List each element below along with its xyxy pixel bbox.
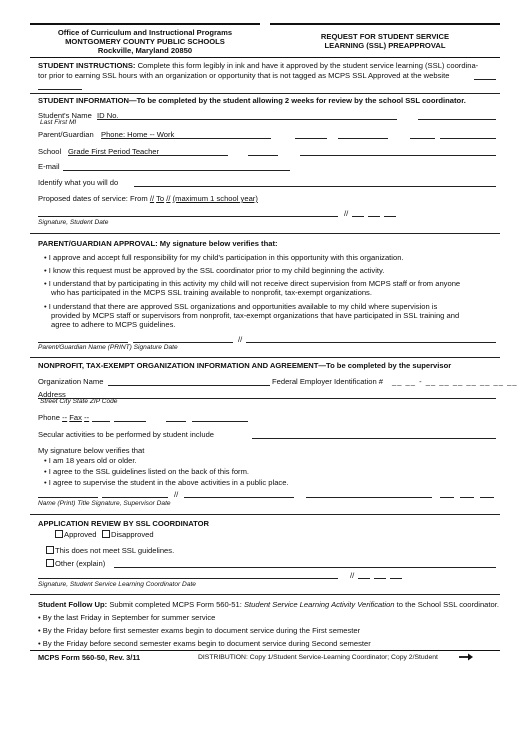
- divider-1: [30, 93, 500, 94]
- phone-home-number[interactable]: [338, 138, 388, 139]
- teacher-field[interactable]: [300, 155, 496, 156]
- secular-field[interactable]: [252, 438, 496, 439]
- dates-to-slashes: //: [166, 194, 171, 203]
- footer-distribution: DISTRIBUTION: Copy 1/Student Service-Learning Coordinator; Copy 2/Student: [198, 654, 438, 661]
- dates-from-slashes: //: [149, 194, 155, 203]
- phone-home-label: Phone: Home: [101, 130, 148, 139]
- instructions-text1: Complete this form legibly in ink and have it approved by the student service learning (SSL) coordina-: [137, 61, 479, 70]
- parent-bullet-4a: • I understand that there are approved SSL organizations and opportunities available to my child where supervision is: [44, 302, 438, 311]
- other-explain-field[interactable]: [114, 567, 496, 568]
- verify-label: My signature below verifies that: [38, 446, 145, 455]
- student-name-field[interactable]: [97, 119, 397, 120]
- address-label: Address: [38, 390, 66, 399]
- fein-label: Federal Employer Identification #: [272, 377, 384, 386]
- review-heading: APPLICATION REVIEW BY SSL COORDINATOR: [38, 519, 210, 528]
- header-rule-right: [270, 23, 500, 25]
- instructions-line1: [38, 61, 478, 70]
- parent-label: Parent/Guardian: [38, 130, 94, 139]
- org-heading: NONPROFIT, TAX-EXEMPT ORGANIZATION INFORMATION AND AGREEMENT—To be completed by the supervisor: [38, 361, 452, 370]
- org-fax-dash: --: [84, 413, 90, 422]
- parent-date-field[interactable]: [246, 342, 496, 343]
- followup-text-pre: Submit completed MCPS Form 560-51:: [109, 600, 242, 609]
- followup-line: [38, 600, 499, 609]
- org-name-line3: Rockville, Maryland 20850: [97, 46, 193, 55]
- form-title-line2: LEARNING (SSL) PREAPPROVAL: [324, 41, 446, 50]
- followup-form-name: Student Service Learning Activity Verification: [243, 600, 395, 609]
- student-heading: STUDENT INFORMATION—To be completed by the student allowing 2 weeks for review by the school SSL coordinator.: [38, 96, 466, 105]
- divider-4: [30, 514, 500, 515]
- student-id-field[interactable]: [418, 119, 496, 120]
- supervisor-date-year[interactable]: [480, 497, 494, 498]
- followup-bullet-1: • By the last Friday in September for summer service: [38, 613, 216, 622]
- parent-bullet-4c: agree to adhere to MCPS guidelines.: [51, 320, 176, 329]
- divider-2: [30, 233, 500, 234]
- supervisor-signature-field[interactable]: [184, 497, 294, 498]
- fein-blanks[interactable]: __ __ - __ __ __ __ __ __ __: [392, 377, 518, 386]
- parent-sig-slashes: //: [238, 335, 243, 344]
- org-bullet-2: • I agree to the SSL guidelines listed on the back of this form.: [44, 467, 250, 476]
- secular-label: Secular activities to be performed by student include: [38, 430, 215, 439]
- website-blank[interactable]: [474, 79, 496, 80]
- parent-name-field[interactable]: [38, 342, 128, 343]
- org-sig-label: Name (Print) Title Signature, Supervisor Date: [38, 500, 171, 507]
- disapproved-checkbox[interactable]: [102, 530, 110, 538]
- dates-max-note: (maximum 1 school year): [172, 194, 258, 203]
- phone-home-area[interactable]: [295, 138, 327, 139]
- dates-label: Proposed dates of service: From: [38, 194, 148, 203]
- instructions-line2: tor prior to earning SSL hours with an organization or opportunity that is not tagged as MCPS SSL Approved at the website: [38, 71, 450, 80]
- student-date-month[interactable]: [352, 216, 364, 217]
- student-id-label: ID No.: [97, 111, 119, 120]
- supervisor-date-month[interactable]: [440, 497, 454, 498]
- student-sig-label: Signature, Student Date: [38, 219, 109, 226]
- footer-form-id: MCPS Form 560-50, Rev. 3/11: [38, 653, 141, 662]
- first-period-label: First Period Teacher: [91, 147, 160, 156]
- supervisor-name-field[interactable]: [38, 497, 98, 498]
- approved-label: Approved: [64, 530, 97, 539]
- supervisor-title-field[interactable]: [102, 497, 168, 498]
- divider-5: [30, 594, 500, 595]
- email-field[interactable]: [63, 170, 290, 171]
- dates-row: [38, 194, 258, 203]
- disapproved-label: Disapproved: [111, 530, 154, 539]
- supervisor-date-day[interactable]: [460, 497, 474, 498]
- coordinator-date-year[interactable]: [390, 578, 402, 579]
- followup-bullet-2: • By the Friday before first semester exams begin to document service during the First semester: [38, 626, 361, 635]
- phone-home-dash: --: [149, 130, 155, 139]
- school-field[interactable]: [68, 155, 228, 156]
- other-label: Other (explain): [55, 559, 106, 568]
- approved-checkbox[interactable]: [55, 530, 63, 538]
- not-meet-label: This does not meet SSL guidelines.: [55, 546, 175, 555]
- followup-text-post: to the School SSL coordinator.: [396, 600, 499, 609]
- address-sub-label: Street City State ZIP Code: [40, 398, 118, 405]
- org-bullet-3: • I agree to supervise the student in the above activities in a public place.: [44, 478, 289, 487]
- website-blank-2[interactable]: [38, 89, 82, 90]
- org-phone-number[interactable]: [114, 421, 146, 422]
- identify-field[interactable]: [134, 186, 496, 187]
- right-arrow-icon: [458, 652, 474, 662]
- student-signature-field[interactable]: [38, 216, 338, 217]
- not-meet-checkbox[interactable]: [46, 546, 54, 554]
- footer-rule: [30, 650, 500, 651]
- phone-fax-row: [38, 413, 89, 422]
- org-name-line2: MONTGOMERY COUNTY PUBLIC SCHOOLS: [65, 37, 225, 46]
- org-bullet-1: • I am 18 years old or older.: [44, 456, 137, 465]
- identify-label: Identify what you will do: [38, 178, 119, 187]
- org-fax-number[interactable]: [192, 421, 248, 422]
- coordinator-date-month[interactable]: [358, 578, 370, 579]
- parent-bullet-3a: • I understand that by participating in this activity my child will not receive direct supervision from MCPS staff or from anyone: [44, 279, 461, 288]
- followup-heading: Student Follow Up:: [38, 600, 108, 609]
- supervisor-date-field[interactable]: [306, 497, 432, 498]
- parent-heading: PARENT/GUARDIAN APPROVAL: My signature below verifies that:: [38, 239, 278, 248]
- review-sig-slashes: //: [350, 571, 355, 580]
- phone-work-area[interactable]: [410, 138, 435, 139]
- org-name-line1: Office of Curriculum and Instructional Programs: [57, 28, 233, 37]
- parent-bullet-3b: who has participated in the MCPS SSL training available to nonprofit, tax-exempt organizations.: [51, 288, 372, 297]
- org-phone-dash: --: [62, 413, 68, 422]
- other-checkbox[interactable]: [46, 559, 54, 567]
- student-name-label: Student's Name: [38, 111, 92, 120]
- instructions-heading: STUDENT INSTRUCTIONS:: [38, 61, 136, 70]
- divider-3: [30, 357, 500, 358]
- form-title-line1: REQUEST FOR STUDENT SERVICE: [320, 32, 450, 41]
- school-label: School: [38, 147, 62, 156]
- parent-sig-label: Parent/Guardian Name (PRINT) Signature Date: [38, 344, 178, 351]
- parent-field[interactable]: [101, 138, 271, 139]
- followup-bullet-3: • By the Friday before second semester exams begin to document service during Second semester: [38, 639, 371, 648]
- org-fax-label: Fax: [69, 413, 82, 422]
- org-sig-slashes: //: [174, 490, 179, 499]
- grade-label: Grade: [68, 147, 90, 156]
- form-border-top: [30, 57, 500, 58]
- coordinator-signature-field[interactable]: [38, 578, 338, 579]
- grade-field[interactable]: [248, 155, 278, 156]
- email-label: E-mail: [38, 162, 60, 171]
- work-label: Work: [156, 130, 175, 139]
- student-sig-slashes: //: [344, 209, 349, 218]
- header-rule-left: [30, 23, 260, 25]
- org-phone-area[interactable]: [92, 421, 110, 422]
- org-fax-area[interactable]: [166, 421, 186, 422]
- review-sig-label: Signature, Student Service Learning Coordinator Date: [38, 581, 196, 588]
- coordinator-date-day[interactable]: [374, 578, 386, 579]
- parent-bullet-4b: provided by MCPS staff or supervisors from nonprofit, tax-exempt organizations that have participated in SSL training and: [51, 311, 460, 320]
- org-name-label: Organization Name: [38, 377, 104, 386]
- org-name-field[interactable]: [108, 385, 270, 386]
- parent-bullet-1: • I approve and accept full responsibility for my child's participation in this opportunity with this organization.: [44, 253, 404, 262]
- last-first-mi-label: Last First MI: [40, 119, 77, 126]
- dates-to-label: To: [156, 194, 165, 203]
- student-date-day[interactable]: [368, 216, 380, 217]
- phone-work-number[interactable]: [440, 138, 496, 139]
- parent-bullet-2: • I know this request must be approved by the SSL coordinator prior to my child beginning the activity.: [44, 266, 385, 275]
- org-phone-label: Phone: [38, 413, 60, 422]
- parent-signature-field[interactable]: [133, 342, 233, 343]
- student-date-year[interactable]: [384, 216, 396, 217]
